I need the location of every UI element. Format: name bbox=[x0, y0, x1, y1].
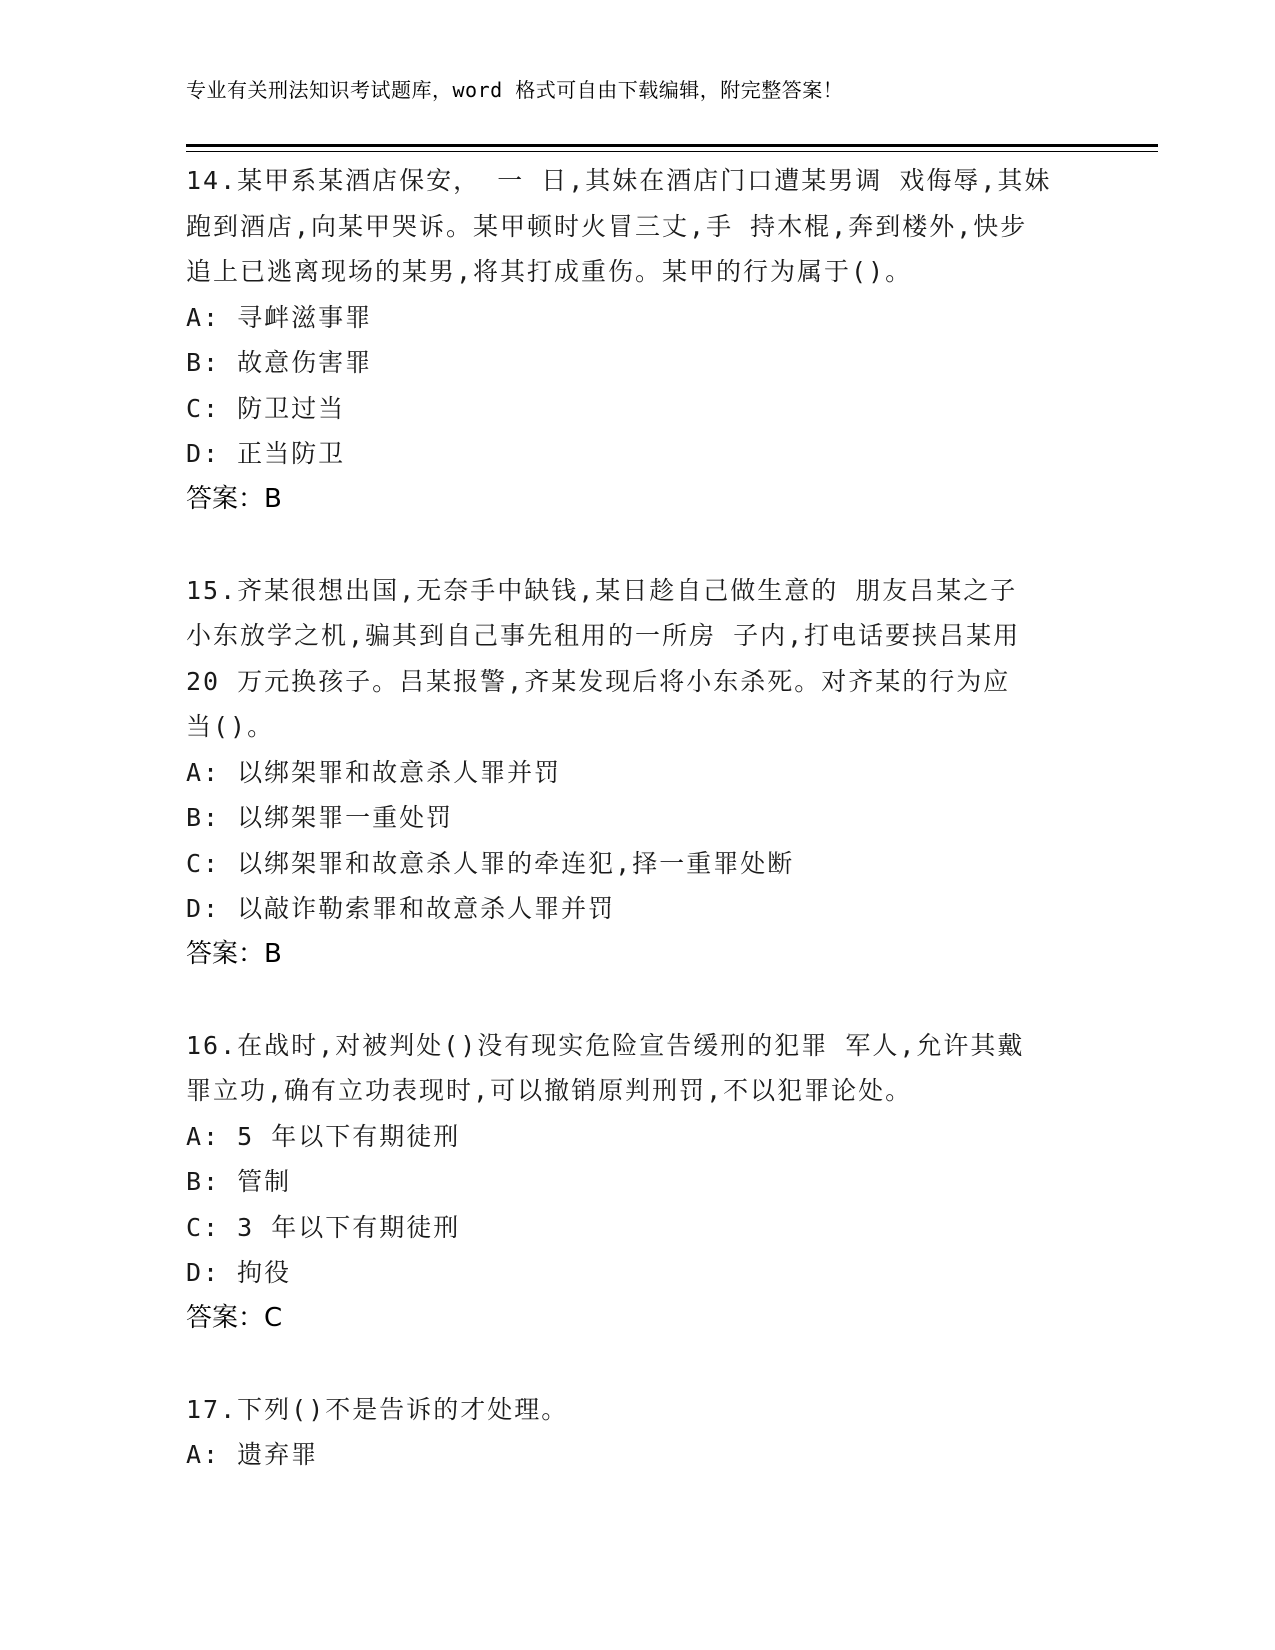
question-15-option-a: A: 以绑架罪和故意杀人罪并罚 bbox=[186, 757, 562, 787]
question-16-option-d: D: 拘役 bbox=[186, 1258, 292, 1287]
question-14-option-d: D: 正当防卫 bbox=[186, 439, 346, 468]
question-gap bbox=[186, 1341, 1086, 1387]
question-17-option-a: A: 遗弃罪 bbox=[186, 1440, 319, 1469]
question-17 bbox=[186, 1387, 1086, 1478]
question-list bbox=[186, 158, 1086, 1478]
header-rule-thick bbox=[186, 144, 1158, 147]
question-16-line-1: 16.在战时,对被判处()没有现实危险宣告缓刑的犯罪 军人,允许其戴 bbox=[186, 1030, 1025, 1060]
question-14-line-1: 14.某甲系某酒店保安， 一 日,其妹在酒店门口遭某男调 戏侮辱,其妹 bbox=[186, 166, 1052, 195]
question-15-option-b: B: 以绑架罪一重处罚 bbox=[186, 803, 454, 832]
question-14-line-2: 跑到酒店,向某甲哭诉。某甲顿时火冒三丈,手 持木棍,奔到楼外,快步 bbox=[186, 211, 1028, 241]
question-15-line-4: 当()。 bbox=[186, 712, 275, 741]
header-note: 专业有关刑法知识考试题库，word 格式可自由下载编辑，附完整答案！ bbox=[186, 78, 844, 102]
question-14-option-a: A: 寻衅滋事罪 bbox=[186, 302, 373, 332]
question-15-option-d: D: 以敲诈勒索罪和故意杀人罪并罚 bbox=[186, 894, 616, 923]
question-gap bbox=[186, 977, 1086, 1023]
question-14 bbox=[186, 158, 1086, 522]
question-15-answer: 答案：B bbox=[186, 938, 282, 969]
question-16 bbox=[186, 1023, 1086, 1342]
question-17-line-1: 17.下列()不是告诉的才处理。 bbox=[186, 1394, 569, 1424]
question-14-option-b: B: 故意伤害罪 bbox=[186, 348, 373, 377]
question-14-answer: 答案：B bbox=[186, 483, 282, 514]
question-gap bbox=[186, 522, 1086, 568]
question-14-line-3: 追上已逃离现场的某男,将其打成重伤。某甲的行为属于()。 bbox=[186, 257, 913, 286]
question-16-option-a: A: 5 年以下有期徒刑 bbox=[186, 1121, 461, 1151]
question-15-line-3: 20 万元换孩子。吕某报警,齐某发现后将小东杀死。对齐某的行为应 bbox=[186, 666, 1011, 696]
question-16-option-c: C: 3 年以下有期徒刑 bbox=[186, 1212, 461, 1242]
question-14-option-c: C: 防卫过当 bbox=[186, 393, 346, 423]
question-15-line-2: 小东放学之机,骗其到自己事先租用的一所房 子内,打电话要挟吕某用 bbox=[186, 621, 1021, 650]
question-16-line-2: 罪立功,确有立功表现时,可以撤销原判刑罚,不以犯罪论处。 bbox=[186, 1076, 913, 1105]
question-15-option-c: C: 以绑架罪和故意杀人罪的牵连犯,择一重罪处断 bbox=[186, 848, 795, 878]
header-rule-thin bbox=[186, 151, 1158, 152]
question-15-line-1: 15.齐某很想出国,无奈手中缺钱,某日趁自己做生意的 朋友吕某之子 bbox=[186, 575, 1018, 605]
question-16-answer: 答案：C bbox=[186, 1302, 283, 1333]
question-15 bbox=[186, 568, 1086, 978]
question-16-option-b: B: 管制 bbox=[186, 1167, 292, 1196]
